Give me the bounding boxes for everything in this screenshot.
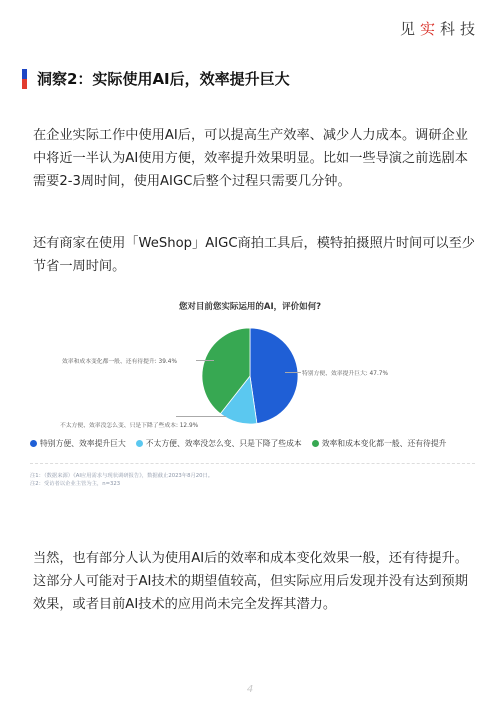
leader-line-c bbox=[196, 360, 214, 361]
leader-line-a bbox=[285, 372, 301, 373]
legend-dot-icon bbox=[312, 440, 319, 447]
section-accent-bar bbox=[22, 69, 27, 89]
legend-item-average: 效率和成本变化都一般、还有待提升 bbox=[312, 438, 447, 449]
brand-logo: 见实科技 bbox=[399, 20, 480, 38]
paragraph-weshop: 还有商家在使用「WeShop」AIGC商拍工具后，模特拍摄照片时间可以至少节省一周时间。 bbox=[33, 236, 475, 274]
slice-label-average: 效率和成本变化都一般、还有待提升: 39.4% bbox=[62, 359, 177, 365]
note-sample: 注2：受访者以企业主管为主，n=323 bbox=[30, 481, 121, 487]
chart-title: 您对目前您实际运用的AI，评价如何? bbox=[178, 302, 322, 312]
leader-line-b bbox=[176, 416, 226, 417]
chart-notes bbox=[30, 472, 213, 488]
legend-dot-icon bbox=[136, 440, 143, 447]
slice-label-inconvenient: 不太方便、效率没怎么变、只是下降了些成本: 12.9% bbox=[60, 423, 199, 429]
chart-divider bbox=[30, 463, 475, 464]
paragraph-limitations: 当然，也有部分人认为使用AI后的效率和成本变化效果一般，还有待提升。这部分人可能对于AI技术的期望值较高，但实际应用后发现并没有达到预期效果，或者目前AI技术的应用尚未完全发挥其潜力。 bbox=[33, 551, 468, 612]
legend-item-convenient: 特别方便、效率提升巨大 bbox=[30, 438, 126, 449]
pie-chart bbox=[200, 326, 300, 426]
legend-item-inconvenient: 不太方便、效率没怎么变、只是下降了些成本 bbox=[136, 438, 302, 449]
chart-legend bbox=[30, 438, 480, 449]
note-source: 注1：（数据来源）《AI应用需求与现状调研报告》，数据截止2023年8月20日。 bbox=[30, 473, 214, 479]
legend-dot-icon bbox=[30, 440, 37, 447]
section-title: 洞察2：实际使用AI后，效率提升巨大 bbox=[37, 70, 290, 88]
page-number: 4 bbox=[246, 684, 254, 695]
section-heading bbox=[22, 68, 290, 89]
paragraph-efficiency: 在企业实际工作中使用AI后，可以提高生产效率、减少人力成本。调研企业中将近一半认为AI使用方便，效率提升效果明显。比如一些导演之前选剧本需要2-3周时间，使用AIGC后整个过程只需要几分钟。 bbox=[33, 128, 468, 189]
slice-label-convenient: 特别方便、效率提升巨大: 47.7% bbox=[302, 371, 388, 377]
pie-slice-0 bbox=[250, 328, 298, 423]
